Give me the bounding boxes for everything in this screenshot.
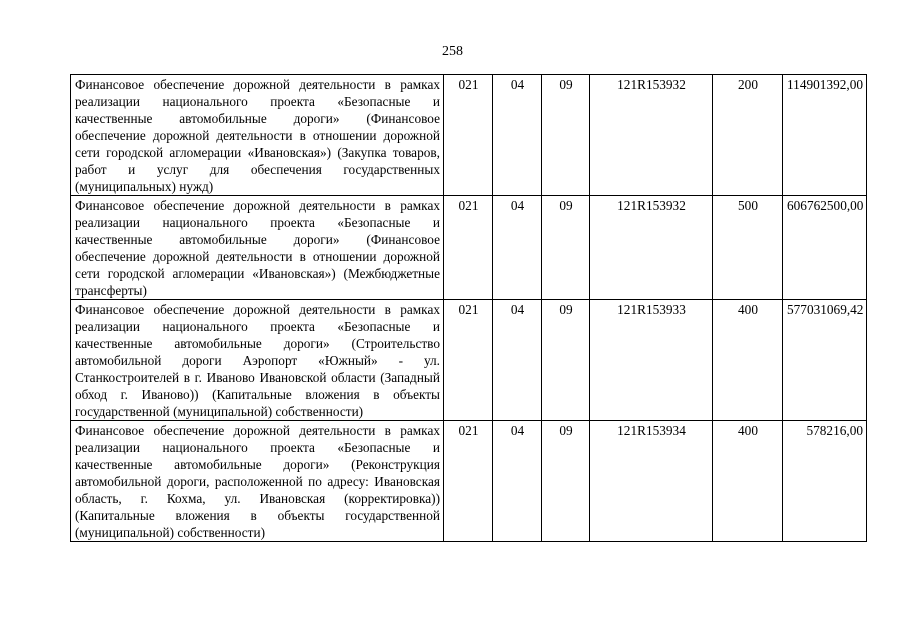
expense-type-code: 400	[713, 421, 783, 542]
target-article-code: 121R153934	[590, 421, 713, 542]
glava-code: 021	[444, 300, 493, 421]
table-row	[71, 75, 867, 196]
row-description: Финансовое обеспечение дорожной деятельности в рамках реализации национального проекта «Безопасные и качественные автомобильные дороги» (Финансовое обеспечение дорожной деятельности в отношении дорожной сети городской агломерации «Ивановская») (Межбюджетные трансферты)	[71, 196, 444, 300]
amount: 578216,00	[783, 421, 867, 542]
podrazdel-code: 09	[542, 196, 590, 300]
page-number: 258	[442, 44, 463, 59]
target-article-code: 121R153932	[590, 196, 713, 300]
target-article-code: 121R153933	[590, 300, 713, 421]
table-row	[71, 421, 867, 542]
expense-type-code: 500	[713, 196, 783, 300]
amount: 114901392,00	[783, 75, 867, 196]
glava-code: 021	[444, 196, 493, 300]
expense-type-code: 200	[713, 75, 783, 196]
razdel-code: 04	[493, 300, 542, 421]
table-row	[71, 300, 867, 421]
target-article-code: 121R153932	[590, 75, 713, 196]
razdel-code: 04	[493, 196, 542, 300]
amount: 577031069,42	[783, 300, 867, 421]
podrazdel-code: 09	[542, 75, 590, 196]
glava-code: 021	[444, 421, 493, 542]
row-description: Финансовое обеспечение дорожной деятельности в рамках реализации национального проекта «Безопасные и качественные автомобильные дороги» (Финансовое обеспечение дорожной деятельности в отношении дорожной сети городской агломерации «Ивановская») (Закупка товаров, работ и услуг для обеспечения государственных (муниципальных) нужд)	[71, 75, 444, 196]
amount: 606762500,00	[783, 196, 867, 300]
row-description: Финансовое обеспечение дорожной деятельности в рамках реализации национального проекта «Безопасные и качественные автомобильные дороги» (Строительство автомобильной дороги Аэропорт «Южный» - ул. Станкостроителей в г. Иваново Ивановской области (Западный обход г. Иваново)) (Капитальные вложения в объекты государственной (муниципальной) собственности)	[71, 300, 444, 421]
razdel-code: 04	[493, 75, 542, 196]
row-description: Финансовое обеспечение дорожной деятельности в рамках реализации национального проекта «Безопасные и качественные автомобильные дороги» (Реконструкция автомобильной дороги, расположенной по адресу: Ивановская область, г. Кохма, ул. Ивановская (корректировка)) (Капитальные вложения в объекты государственной (муниципальной) собственности)	[71, 421, 444, 542]
podrazdel-code: 09	[542, 421, 590, 542]
expense-type-code: 400	[713, 300, 783, 421]
glava-code: 021	[444, 75, 493, 196]
budget-table	[70, 74, 867, 542]
razdel-code: 04	[493, 421, 542, 542]
podrazdel-code: 09	[542, 300, 590, 421]
table-row	[71, 196, 867, 300]
